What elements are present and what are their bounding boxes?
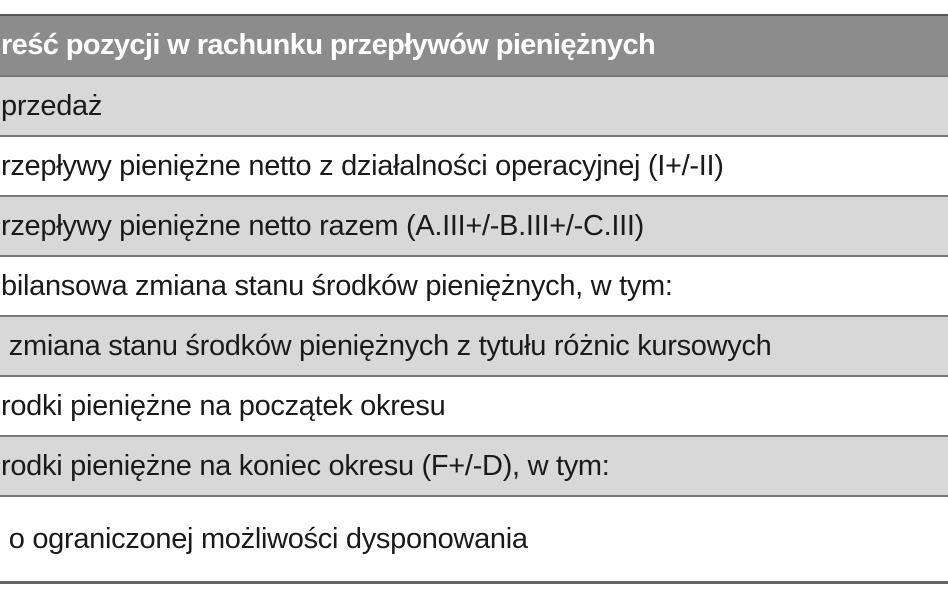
- cash-flow-table: [0, 14, 948, 584]
- table-row: rodki pieniężne na początek okresu: [0, 377, 948, 437]
- table-row: przedaż: [0, 77, 948, 137]
- table-header: reść pozycji w rachunku przepływów pieniężnych: [0, 16, 948, 77]
- table-row: rodki pieniężne na koniec okresu (F+/-D), w tym:: [0, 437, 948, 497]
- table-row: rzepływy pieniężne netto z działalności operacyjnej (I+/-II): [0, 137, 948, 197]
- table-row: o ograniczonej możliwości dysponowania: [0, 497, 948, 581]
- table-row: rzepływy pieniężne netto razem (A.III+/-B.III+/-C.III): [0, 197, 948, 257]
- table-row: bilansowa zmiana stanu środków pieniężnych, w tym:: [0, 257, 948, 317]
- table-row: zmiana stanu środków pieniężnych z tytułu różnic kursowych: [0, 317, 948, 377]
